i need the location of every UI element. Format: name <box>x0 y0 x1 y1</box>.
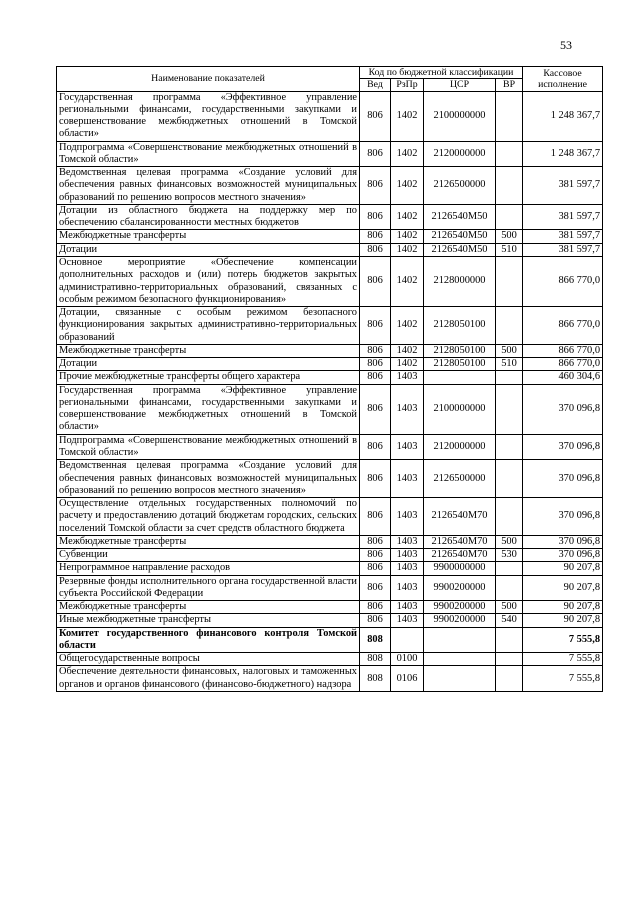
cell-rzpr: 1403 <box>391 549 424 562</box>
cell-ved: 806 <box>360 358 391 371</box>
header-row-top <box>57 67 603 79</box>
cell-amount: 7 555,8 <box>523 653 603 666</box>
header-vr: ВР <box>496 79 523 91</box>
table-row <box>57 434 603 460</box>
cell-ved: 806 <box>360 230 391 243</box>
cell-name: Прочие межбюджетные трансферты общего характера <box>57 371 360 384</box>
cell-name: Межбюджетные трансферты <box>57 344 360 357</box>
cell-csr: 2120000000 <box>424 141 496 167</box>
cell-rzpr <box>391 627 424 653</box>
cell-vr: 540 <box>496 614 523 627</box>
cell-name: Обеспечение деятельности финансовых, налоговых и таможенных органов и органов финансового (финансово-бюджетного) надзора <box>57 666 360 692</box>
cell-amount: 866 770,0 <box>523 358 603 371</box>
cell-amount: 381 597,7 <box>523 230 603 243</box>
table-row <box>57 91 603 141</box>
cell-ved: 808 <box>360 653 391 666</box>
cell-name: Дотации, связанные с особым режимом безопасного функционирования закрытых административно-территориальных образований <box>57 307 360 345</box>
table-row <box>57 256 603 306</box>
cell-csr: 2126540М50 <box>424 230 496 243</box>
cell-vr: 510 <box>496 243 523 256</box>
cell-name: Дотации <box>57 358 360 371</box>
cell-amount: 90 207,8 <box>523 614 603 627</box>
cell-vr: 500 <box>496 344 523 357</box>
cell-vr: 530 <box>496 549 523 562</box>
cell-rzpr: 1403 <box>391 535 424 548</box>
cell-csr: 9900200000 <box>424 575 496 601</box>
cell-csr: 2126540М70 <box>424 498 496 536</box>
cell-ved: 806 <box>360 204 391 230</box>
table-row <box>57 653 603 666</box>
cell-rzpr: 1402 <box>391 141 424 167</box>
cell-amount: 7 555,8 <box>523 666 603 692</box>
cell-ved: 806 <box>360 344 391 357</box>
cell-ved: 806 <box>360 307 391 345</box>
cell-csr: 2126500000 <box>424 460 496 498</box>
cell-rzpr: 1403 <box>391 562 424 575</box>
cell-rzpr: 1402 <box>391 204 424 230</box>
cell-amount: 381 597,7 <box>523 167 603 205</box>
table-row <box>57 549 603 562</box>
cell-csr: 9900000000 <box>424 562 496 575</box>
cell-name: Основное мероприятие «Обеспечение компенсации дополнительных расходов и (или) потерь бюджетов закрытых административно-территориальных образований, связанных с особым режимом безопасного функционирования» <box>57 256 360 306</box>
table-row <box>57 498 603 536</box>
table-row <box>57 562 603 575</box>
cell-csr: 2126500000 <box>424 167 496 205</box>
cell-name: Ведомственная целевая программа «Создание условий для обеспечения равных финансовых возможностей муниципальных образований по решению вопросов местного значения» <box>57 460 360 498</box>
cell-rzpr: 1403 <box>391 434 424 460</box>
cell-rzpr: 1403 <box>391 371 424 384</box>
table-row <box>57 575 603 601</box>
header-csr: ЦСР <box>424 79 496 91</box>
cell-csr: 2128000000 <box>424 256 496 306</box>
cell-vr <box>496 498 523 536</box>
cell-csr: 2126540М50 <box>424 204 496 230</box>
table-row <box>57 243 603 256</box>
table-row <box>57 601 603 614</box>
cell-name: Подпрограмма «Совершенствование межбюджетных отношений в Томской области» <box>57 434 360 460</box>
header-amount: Кассовое исполнение <box>523 67 603 92</box>
cell-csr: 2120000000 <box>424 434 496 460</box>
cell-amount: 381 597,7 <box>523 243 603 256</box>
table-row <box>57 371 603 384</box>
cell-name: Комитет государственного финансового контроля Томской области <box>57 627 360 653</box>
cell-ved: 806 <box>360 498 391 536</box>
cell-name: Межбюджетные трансферты <box>57 230 360 243</box>
cell-amount: 370 096,8 <box>523 434 603 460</box>
table-body <box>57 91 603 691</box>
cell-amount: 866 770,0 <box>523 256 603 306</box>
cell-ved: 806 <box>360 371 391 384</box>
cell-name: Дотации <box>57 243 360 256</box>
cell-ved: 806 <box>360 434 391 460</box>
cell-rzpr: 1402 <box>391 243 424 256</box>
header-name: Наименование показателей <box>57 67 360 92</box>
cell-vr <box>496 167 523 205</box>
page-number: 53 <box>560 38 572 52</box>
cell-amount: 866 770,0 <box>523 344 603 357</box>
cell-vr <box>496 434 523 460</box>
cell-rzpr: 1403 <box>391 384 424 434</box>
table-row <box>57 358 603 371</box>
cell-amount: 90 207,8 <box>523 601 603 614</box>
cell-csr <box>424 666 496 692</box>
cell-csr: 9900200000 <box>424 601 496 614</box>
cell-ved: 806 <box>360 256 391 306</box>
cell-vr <box>496 307 523 345</box>
cell-ved: 806 <box>360 535 391 548</box>
cell-rzpr: 1403 <box>391 601 424 614</box>
cell-vr <box>496 575 523 601</box>
cell-amount: 460 304,6 <box>523 371 603 384</box>
table-row <box>57 204 603 230</box>
cell-name: Ведомственная целевая программа «Создание условий для обеспечения равных финансовых возможностей муниципальных образований по решению вопросов местного значения» <box>57 167 360 205</box>
cell-rzpr: 1403 <box>391 498 424 536</box>
table-row <box>57 167 603 205</box>
cell-rzpr: 1402 <box>391 256 424 306</box>
cell-ved: 808 <box>360 627 391 653</box>
cell-csr: 2128050100 <box>424 344 496 357</box>
cell-amount: 1 248 367,7 <box>523 91 603 141</box>
header-rzpr: РзПр <box>391 79 424 91</box>
cell-vr <box>496 256 523 306</box>
cell-vr <box>496 460 523 498</box>
cell-amount: 370 096,8 <box>523 384 603 434</box>
table-row <box>57 344 603 357</box>
table-row <box>57 384 603 434</box>
cell-vr: 510 <box>496 358 523 371</box>
cell-csr: 2128050100 <box>424 358 496 371</box>
cell-amount: 1 248 367,7 <box>523 141 603 167</box>
table-row <box>57 230 603 243</box>
cell-amount: 866 770,0 <box>523 307 603 345</box>
cell-name: Межбюджетные трансферты <box>57 601 360 614</box>
cell-name: Дотации из областного бюджета на поддержку мер по обеспечению сбалансированности местных бюджетов <box>57 204 360 230</box>
cell-ved: 806 <box>360 460 391 498</box>
cell-amount: 7 555,8 <box>523 627 603 653</box>
cell-amount: 381 597,7 <box>523 204 603 230</box>
cell-amount: 370 096,8 <box>523 549 603 562</box>
cell-ved: 806 <box>360 562 391 575</box>
cell-rzpr: 1403 <box>391 460 424 498</box>
cell-amount: 370 096,8 <box>523 498 603 536</box>
cell-ved: 806 <box>360 601 391 614</box>
cell-csr: 2100000000 <box>424 91 496 141</box>
cell-name: Осуществление отдельных государственных полномочий по расчету и предоставлению дотаций бюджетам городских, сельских поселений Томской области за счет средств областного бюджета <box>57 498 360 536</box>
cell-name: Государственная программа «Эффективное управление региональными финансами, государственными закупками и совершенствование межбюджетных отношений в Томской области» <box>57 91 360 141</box>
cell-csr <box>424 371 496 384</box>
cell-csr <box>424 627 496 653</box>
cell-csr: 9900200000 <box>424 614 496 627</box>
cell-vr: 500 <box>496 601 523 614</box>
cell-rzpr: 1402 <box>391 344 424 357</box>
cell-vr <box>496 384 523 434</box>
cell-ved: 806 <box>360 91 391 141</box>
cell-vr <box>496 204 523 230</box>
cell-csr: 2126540М50 <box>424 243 496 256</box>
cell-vr: 500 <box>496 230 523 243</box>
cell-amount: 370 096,8 <box>523 460 603 498</box>
cell-csr: 2126540М70 <box>424 549 496 562</box>
cell-rzpr: 1403 <box>391 614 424 627</box>
cell-vr <box>496 627 523 653</box>
cell-vr <box>496 141 523 167</box>
cell-csr: 2128050100 <box>424 307 496 345</box>
cell-rzpr: 0100 <box>391 653 424 666</box>
cell-ved: 806 <box>360 549 391 562</box>
cell-ved: 806 <box>360 384 391 434</box>
cell-csr: 2126540М70 <box>424 535 496 548</box>
cell-name: Иные межбюджетные трансферты <box>57 614 360 627</box>
cell-ved: 806 <box>360 141 391 167</box>
cell-amount: 370 096,8 <box>523 535 603 548</box>
cell-name: Субвенции <box>57 549 360 562</box>
table-row <box>57 535 603 548</box>
header-code-group: Код по бюджетной классификации <box>360 67 523 79</box>
cell-amount: 90 207,8 <box>523 562 603 575</box>
table-row <box>57 460 603 498</box>
cell-vr: 500 <box>496 535 523 548</box>
cell-csr: 2100000000 <box>424 384 496 434</box>
cell-rzpr: 1402 <box>391 358 424 371</box>
table-row <box>57 307 603 345</box>
cell-amount: 90 207,8 <box>523 575 603 601</box>
cell-name: Государственная программа «Эффективное управление региональными финансами, государственными закупками и совершенствование межбюджетных отношений в Томской области» <box>57 384 360 434</box>
cell-rzpr: 1402 <box>391 230 424 243</box>
cell-ved: 806 <box>360 243 391 256</box>
cell-name: Непрограммное направление расходов <box>57 562 360 575</box>
cell-vr <box>496 91 523 141</box>
cell-ved: 808 <box>360 666 391 692</box>
cell-rzpr: 0106 <box>391 666 424 692</box>
cell-vr <box>496 562 523 575</box>
cell-rzpr: 1402 <box>391 167 424 205</box>
cell-name: Межбюджетные трансферты <box>57 535 360 548</box>
cell-vr <box>496 653 523 666</box>
cell-vr <box>496 371 523 384</box>
cell-vr <box>496 666 523 692</box>
cell-ved: 806 <box>360 575 391 601</box>
cell-ved: 806 <box>360 167 391 205</box>
cell-ved: 806 <box>360 614 391 627</box>
cell-rzpr: 1402 <box>391 91 424 141</box>
cell-rzpr: 1402 <box>391 307 424 345</box>
table-row <box>57 666 603 692</box>
cell-csr <box>424 653 496 666</box>
cell-name: Подпрограмма «Совершенствование межбюджетных отношений в Томской области» <box>57 141 360 167</box>
header-ved: Вед <box>360 79 391 91</box>
table-row <box>57 141 603 167</box>
budget-table <box>56 66 603 692</box>
cell-name: Общегосударственные вопросы <box>57 653 360 666</box>
cell-rzpr: 1403 <box>391 575 424 601</box>
cell-name: Резервные фонды исполнительного органа государственной власти субъекта Российской Федерации <box>57 575 360 601</box>
table-row <box>57 627 603 653</box>
table-row <box>57 614 603 627</box>
